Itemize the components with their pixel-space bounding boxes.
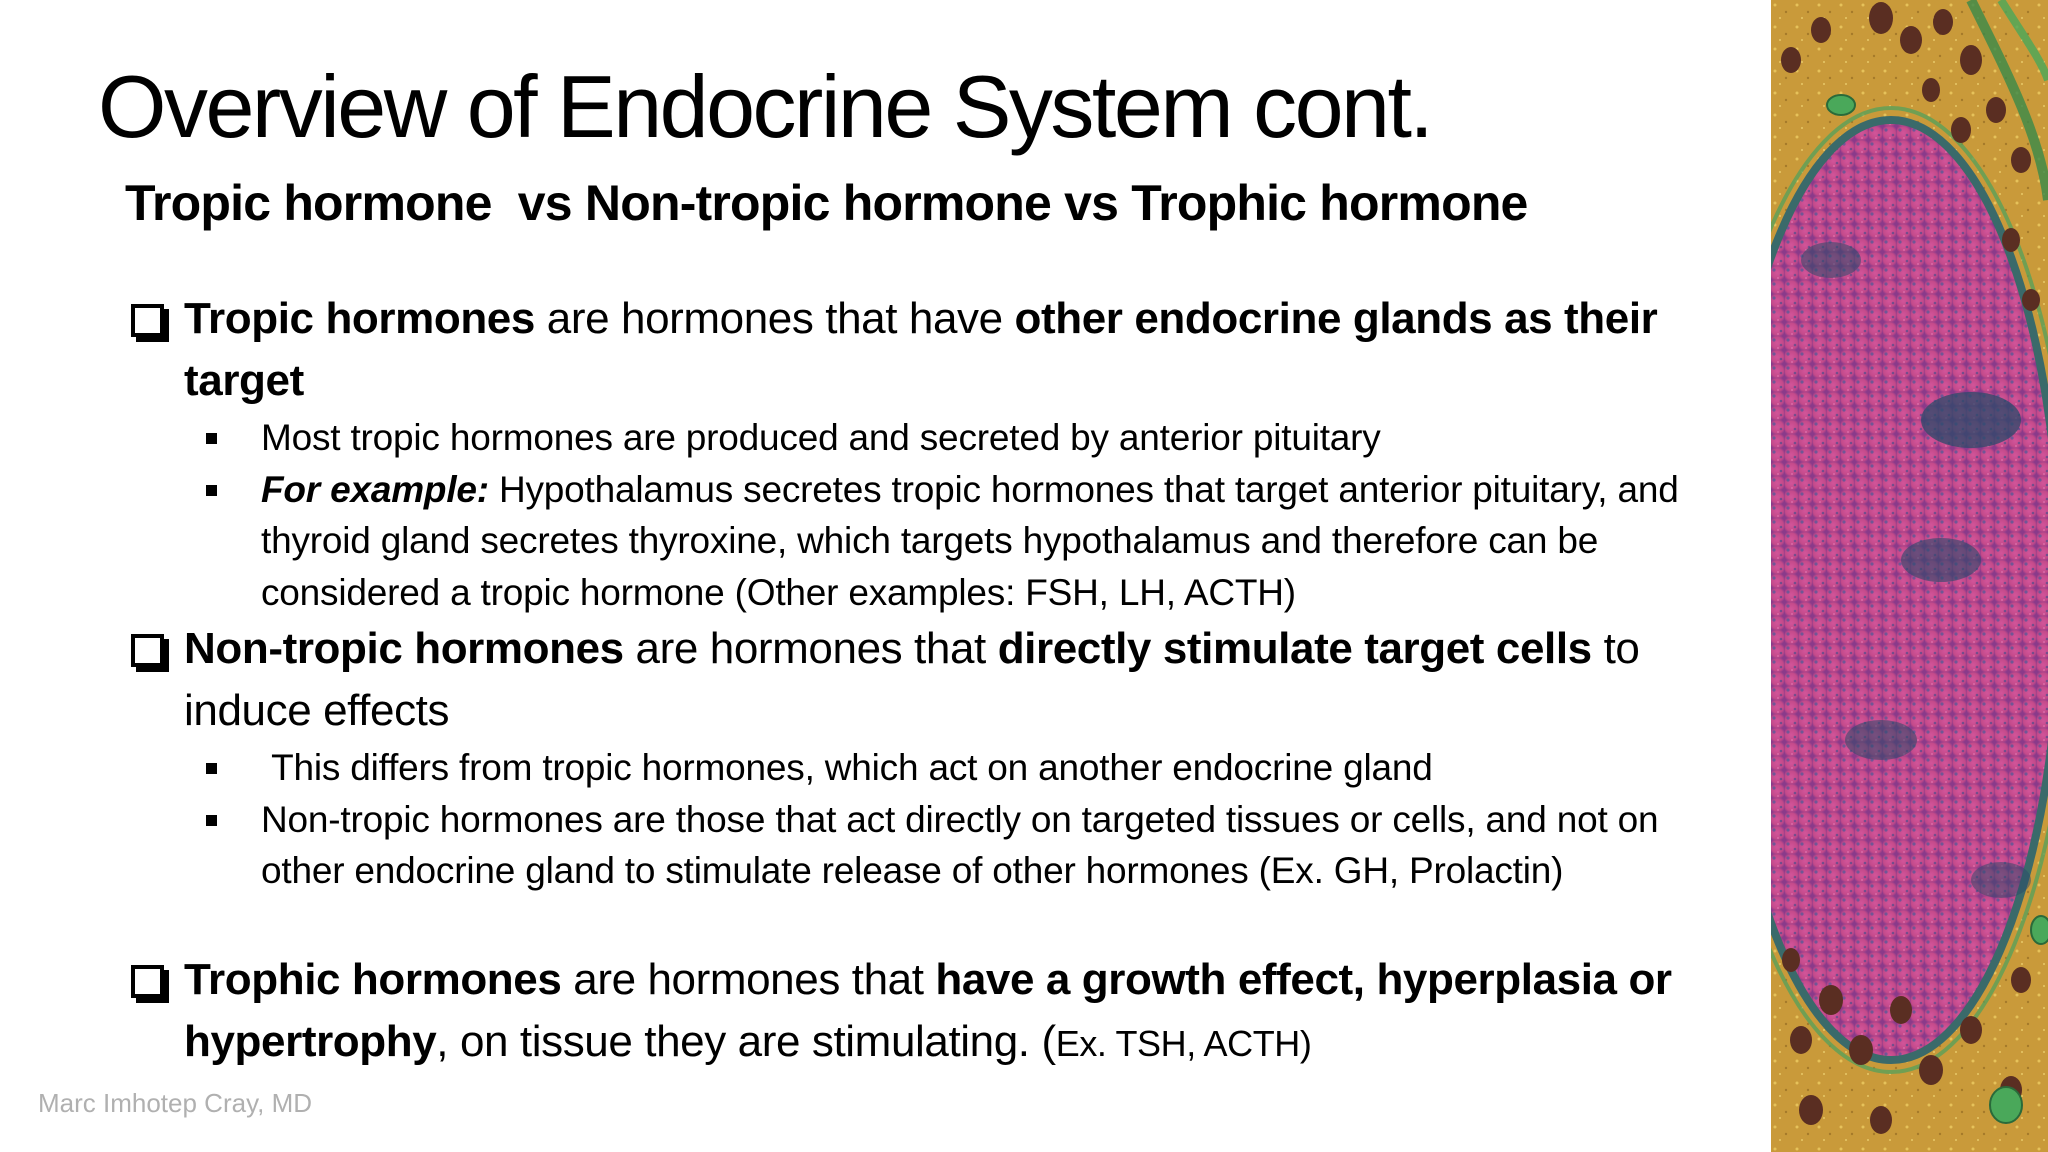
slide-subtitle: Tropic hormone vs Non-tropic hormone vs Trophic hormone xyxy=(125,175,1528,231)
checkbox-bullet-icon xyxy=(131,634,164,667)
slide-title-main: Overview of Endocrine System xyxy=(98,57,1232,156)
checkbox-bullet-icon xyxy=(131,965,164,998)
micrograph-image xyxy=(1771,0,2048,1152)
footer-author: Marc Imhotep Cray, MD xyxy=(38,1088,313,1118)
sub-bullet-text: Non-tropic hormones are those that act directly on targeted tissues or cells, and not on other endocrine gland to stimulate release of other hormones (Ex. GH, Prolactin) xyxy=(261,798,1659,891)
sub-bullet-tropic-pituitary xyxy=(128,412,1728,464)
square-bullet-icon xyxy=(206,763,217,774)
sub-bullet-nontropic-differs xyxy=(128,742,1728,794)
trophic-text: are hormones that xyxy=(561,954,936,1004)
sub-bullet-nontropic-definition xyxy=(128,794,1728,897)
trophic-bold-text: have a growth effect, hyperplasia or hypertrophy xyxy=(184,954,1672,1066)
slide-title xyxy=(98,52,1431,162)
nontropic-text-end: to induce effects xyxy=(184,624,1640,735)
checkbox-bullet-icon xyxy=(131,304,164,337)
bullet-trophic-hormones xyxy=(128,949,1728,1075)
example-label: For example: xyxy=(261,468,489,510)
term-trophic: Trophic hormones xyxy=(184,954,562,1004)
tropic-text: are hormones that have xyxy=(534,294,1015,343)
sub-bullet-text: This differs from tropic hormones, which act on another endocrine gland xyxy=(261,747,1433,788)
term-nontropic: Non-tropic hormones xyxy=(184,624,624,673)
nontropic-text: are hormones that xyxy=(623,624,998,673)
trophic-text-end: , on tissue they are stimulating. ( xyxy=(436,1016,1056,1066)
example-text: Hypothalamus secretes tropic hormones that target anterior pituitary, and thyroid gland secretes thyroxine, which targets hypothalamus and therefore can be considered a tropic hormone (Other examples: FSH, LH, ACTH) xyxy=(261,468,1679,613)
sub-bullet-text: Most tropic hormones are produced and secreted by anterior pituitary xyxy=(261,417,1381,458)
slide-title-suffix: cont. xyxy=(1231,57,1432,156)
square-bullet-icon xyxy=(206,433,217,444)
tropic-bold-text: other endocrine glands as their target xyxy=(184,294,1658,405)
nontropic-bold-text: directly stimulate target cells xyxy=(997,624,1592,673)
square-bullet-icon xyxy=(206,485,217,496)
bullet-tropic-hormones xyxy=(128,288,1728,412)
square-bullet-icon xyxy=(206,815,217,826)
sub-bullet-tropic-example xyxy=(128,464,1728,619)
slide-content xyxy=(128,288,1728,1075)
bullet-nontropic-hormones xyxy=(128,618,1728,742)
trophic-examples: Ex. TSH, ACTH) xyxy=(1055,1022,1312,1064)
term-tropic: Tropic hormones xyxy=(184,294,535,343)
